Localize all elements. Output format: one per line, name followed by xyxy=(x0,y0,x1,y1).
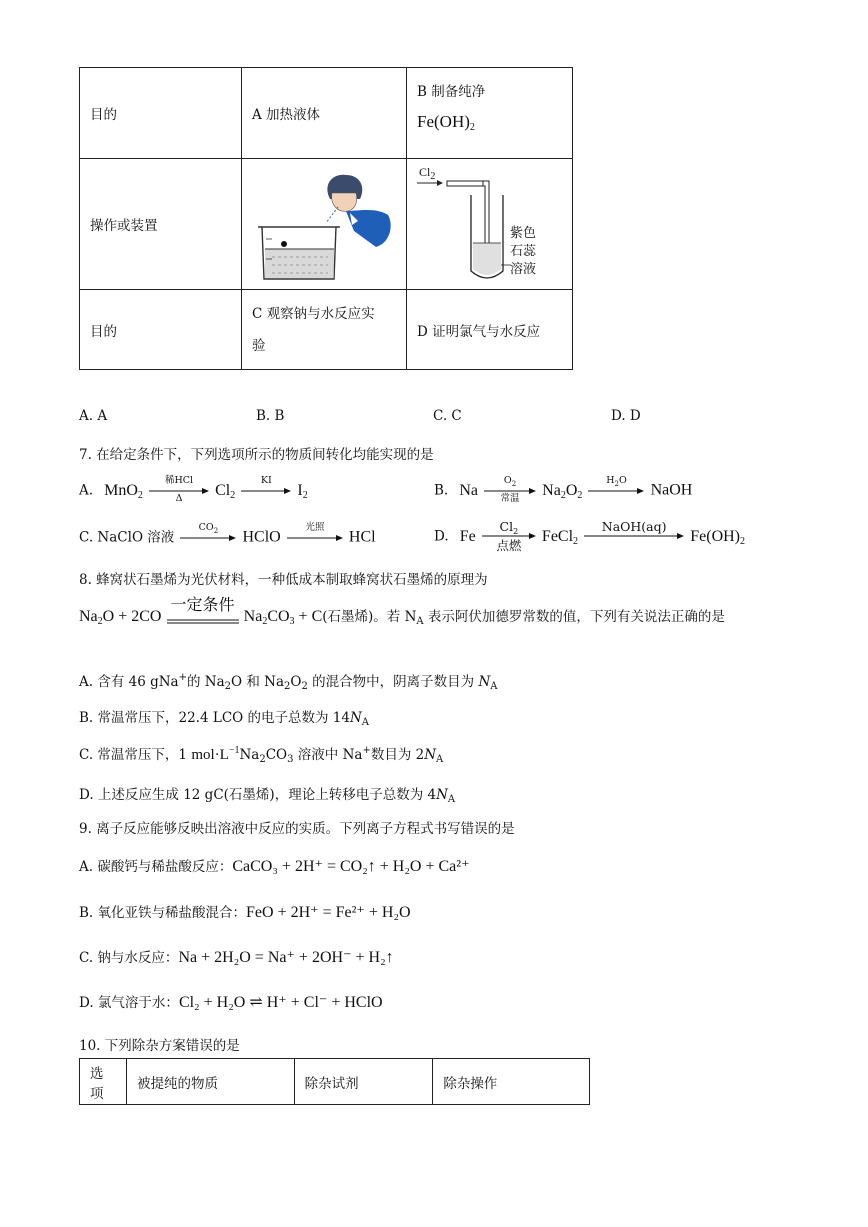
q9-option-a[interactable]: A. 碳酸钙与稀盐酸反应：CaCO₃ + 2H⁺ = CO₂↑ + H₂O + Ca²⁺ xyxy=(79,858,470,875)
q8-option-c[interactable]: C. 常温常压下，1 $mol\cdot L^{-1}Na_2CO_3$ 溶液中 Na+数目为 $2N_A$ xyxy=(79,745,444,765)
q10-header-option: 选项 xyxy=(80,1059,127,1105)
person-beaker-icon xyxy=(242,159,406,285)
gas-tube-icon xyxy=(407,161,572,287)
row1-header: 目的 xyxy=(80,68,242,159)
heating-illustration xyxy=(242,159,407,290)
row3-header: 目的 xyxy=(80,290,242,370)
row1-option-b: B 制备纯净 $Fe(OH)_2$ xyxy=(407,68,573,159)
q8-option-b[interactable]: B. 常温常压下，22.4 LCO 的电子总数为 $14N_A$ xyxy=(79,710,370,728)
q6-option-d[interactable]: D. D xyxy=(611,408,641,424)
q10-header-substance: 被提纯的物质 xyxy=(126,1059,294,1105)
row3-option-d: D 证明氯气与水反应 xyxy=(407,290,573,370)
q6-option-a[interactable]: A. A xyxy=(79,408,108,424)
q10-stem: 10. 下列除杂方案错误的是 xyxy=(79,1038,240,1054)
q6-option-b[interactable]: B. B xyxy=(256,408,285,424)
q9-option-d[interactable]: D. 氯气溶于水：Cl₂ + H₂O ⇌ H⁺ + Cl⁻ + HClO xyxy=(79,994,383,1011)
q8-stem: 8. 蜂窝状石墨烯为光伏材料，一种低成本制取蜂窝状石墨烯的原理为 xyxy=(79,572,488,588)
row1-option-a: A 加热液体 xyxy=(242,68,407,159)
q7-option-b[interactable]: B. Na $O_2$ 常温 $Na_2O_2$ $H_2O$ NaOH xyxy=(434,475,693,504)
q10-header-operation: 除杂操作 xyxy=(433,1059,590,1105)
q6-option-c[interactable]: C. C xyxy=(433,408,462,424)
q7-option-d[interactable]: D. Fe $Cl_2$ 点燃 FeCl$_2$ NaOH(aq) $Fe(OH)_2$ xyxy=(434,519,745,553)
q8-option-a[interactable]: A. 含有 46 gNa+的 $Na_2O$ 和 $Na_2O_2$ 的混合物中，阴离子数目为 $N_A$ xyxy=(79,672,498,692)
row2-header: 操作或装置 xyxy=(80,159,242,290)
q9-option-c[interactable]: C. 钠与水反应：Na + 2H₂O = Na⁺ + 2OH⁻ + H₂↑ xyxy=(79,949,394,966)
q7-option-a[interactable]: A. MnO$_2$ 稀HCl Δ $Cl_2$ KI $I_2$ xyxy=(79,475,308,504)
q10-table xyxy=(79,1058,590,1105)
q10-header-reagent: 除杂试剂 xyxy=(294,1059,433,1105)
chlorine-litmus-apparatus: $Cl_2$ 紫色 石蕊 溶液 xyxy=(407,159,573,290)
row3-option-c: C 观察钠与水反应实 验 xyxy=(242,290,407,370)
q7-stem: 7. 在给定条件下，下列选项所示的物质间转化均能实现的是 xyxy=(79,447,434,463)
q8-equation: $Na_2O + 2CO$ 一定条件 $Na_2CO_3 + C$(石墨烯)。若 $N_A$ 表示阿伏加德罗常数的值，下列有关说法正确的是 xyxy=(79,595,725,627)
q9-option-b[interactable]: B. 氧化亚铁与稀盐酸混合：FeO + 2H⁺ = Fe²⁺ + H₂O xyxy=(79,904,411,921)
q9-stem: 9. 离子反应能够反映出溶液中反应的实质。下列离子方程式书写错误的是 xyxy=(79,821,515,837)
q8-option-d[interactable]: D. 上述反应生成 12 gC(石墨烯)，理论上转移电子总数为 $4N_A$ xyxy=(79,787,456,805)
q7-option-c[interactable]: C. NaClO 溶液 $CO_2$ HClO 光照 HCl xyxy=(79,522,376,546)
q6-table xyxy=(79,67,573,370)
